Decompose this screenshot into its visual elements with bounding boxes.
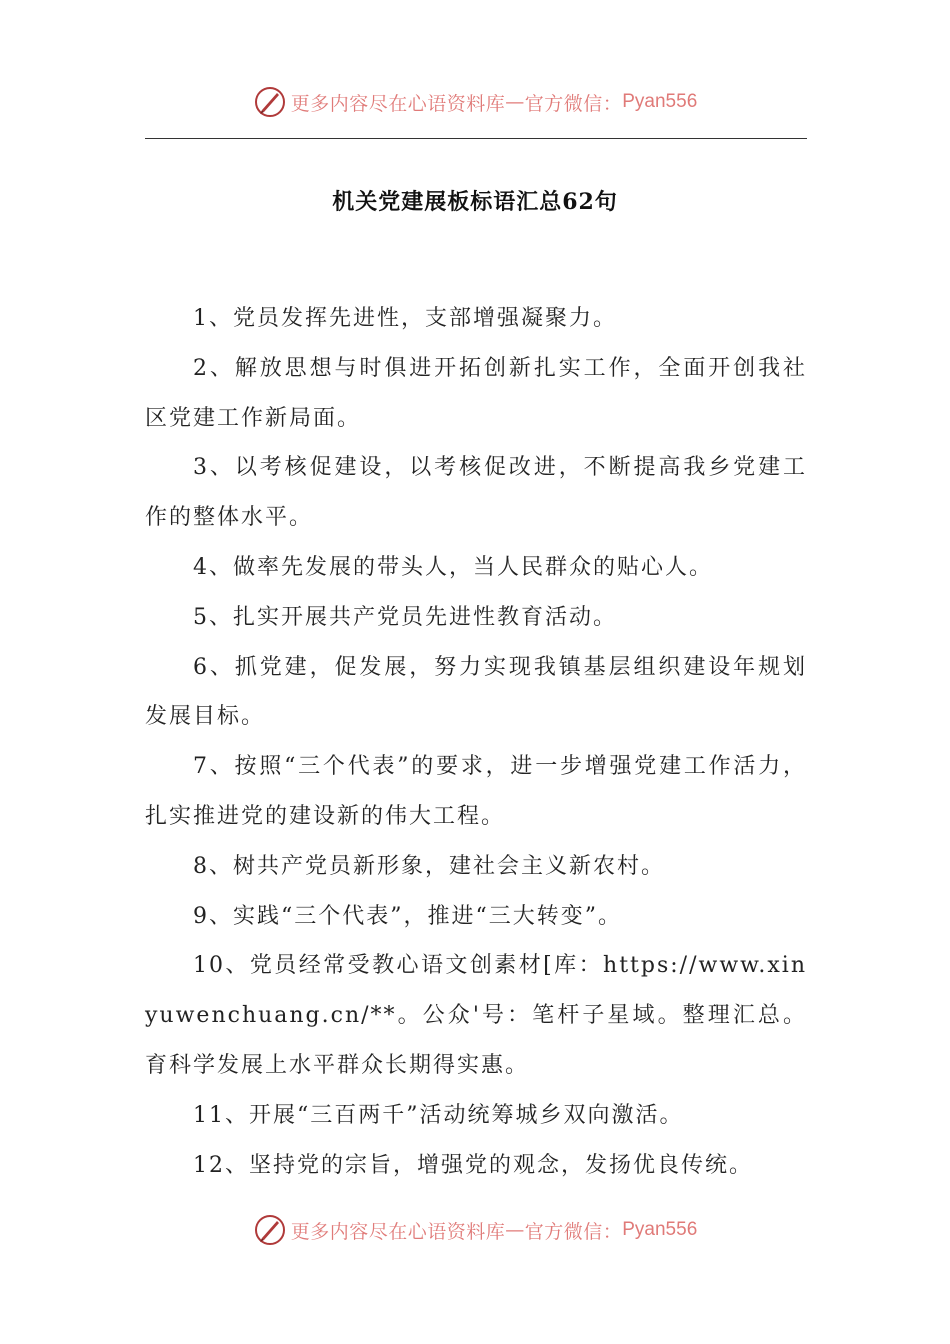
- list-item-2: 2、解放思想与时俱进开拓创新扎实工作，全面开创我社区党建工作新局面。: [145, 355, 807, 431]
- footer-wechat-id: Pyan556: [622, 1219, 698, 1240]
- document-body: [145, 294, 807, 1190]
- footer-banner-separator: —: [505, 1219, 525, 1241]
- list-item-10: 10、党员经常受教心语文创素材[库：https://www.xinyuwenchuang.cn/**。公众'号：笔杆子星域。整理汇总。育科学发展上水平群众长期得实惠。: [145, 953, 807, 1078]
- footer-wechat-label: 官方微信：: [524, 1220, 623, 1243]
- footer-banner: [0, 1210, 950, 1250]
- list-item-1: 1、党员发挥先进性，支部增强凝聚力。: [193, 306, 617, 331]
- footer-banner-text: 更多内容尽在心语资料库: [290, 1220, 506, 1243]
- header-banner-text: 更多内容尽在心语资料库: [290, 92, 506, 115]
- quill-logo-icon: [253, 1213, 287, 1247]
- header-banner: [0, 82, 950, 122]
- header-divider: [145, 138, 807, 139]
- header-banner-separator: —: [505, 91, 525, 113]
- list-item-11: 11、开展“三百两千”活动统筹城乡双向激活。: [193, 1102, 684, 1128]
- list-item-8: 8、树共产党员新形象，建社会主义新农村。: [193, 853, 665, 879]
- list-item-6: 6、抓党建，促发展，努力实现我镇基层组织建设年规划发展目标。: [145, 654, 807, 730]
- list-item-12: 12、坚持党的宗旨，增强党的观念，发扬优良传统。: [193, 1152, 753, 1178]
- list-item-3: 3、以考核促建设，以考核促改进，不断提高我乡党建工作的整体水平。: [145, 455, 807, 531]
- document-title: 机关党建展板标语汇总62句: [332, 189, 618, 215]
- quill-logo-icon: [253, 85, 287, 119]
- list-item-5: 5、扎实开展共产党员先进性教育活动。: [193, 604, 617, 630]
- header-wechat-label: 官方微信：: [524, 92, 623, 115]
- list-item-9: 9、实践“三个代表”，推进“三大转变”。: [193, 903, 622, 929]
- header-wechat-id: Pyan556: [622, 91, 698, 112]
- list-item-4: 4、做率先发展的带头人，当人民群众的贴心人。: [193, 554, 713, 580]
- list-item-7: 7、按照“三个代表”的要求，进一步增强党建工作活力，扎实推进党的建设新的伟大工程。: [145, 754, 807, 829]
